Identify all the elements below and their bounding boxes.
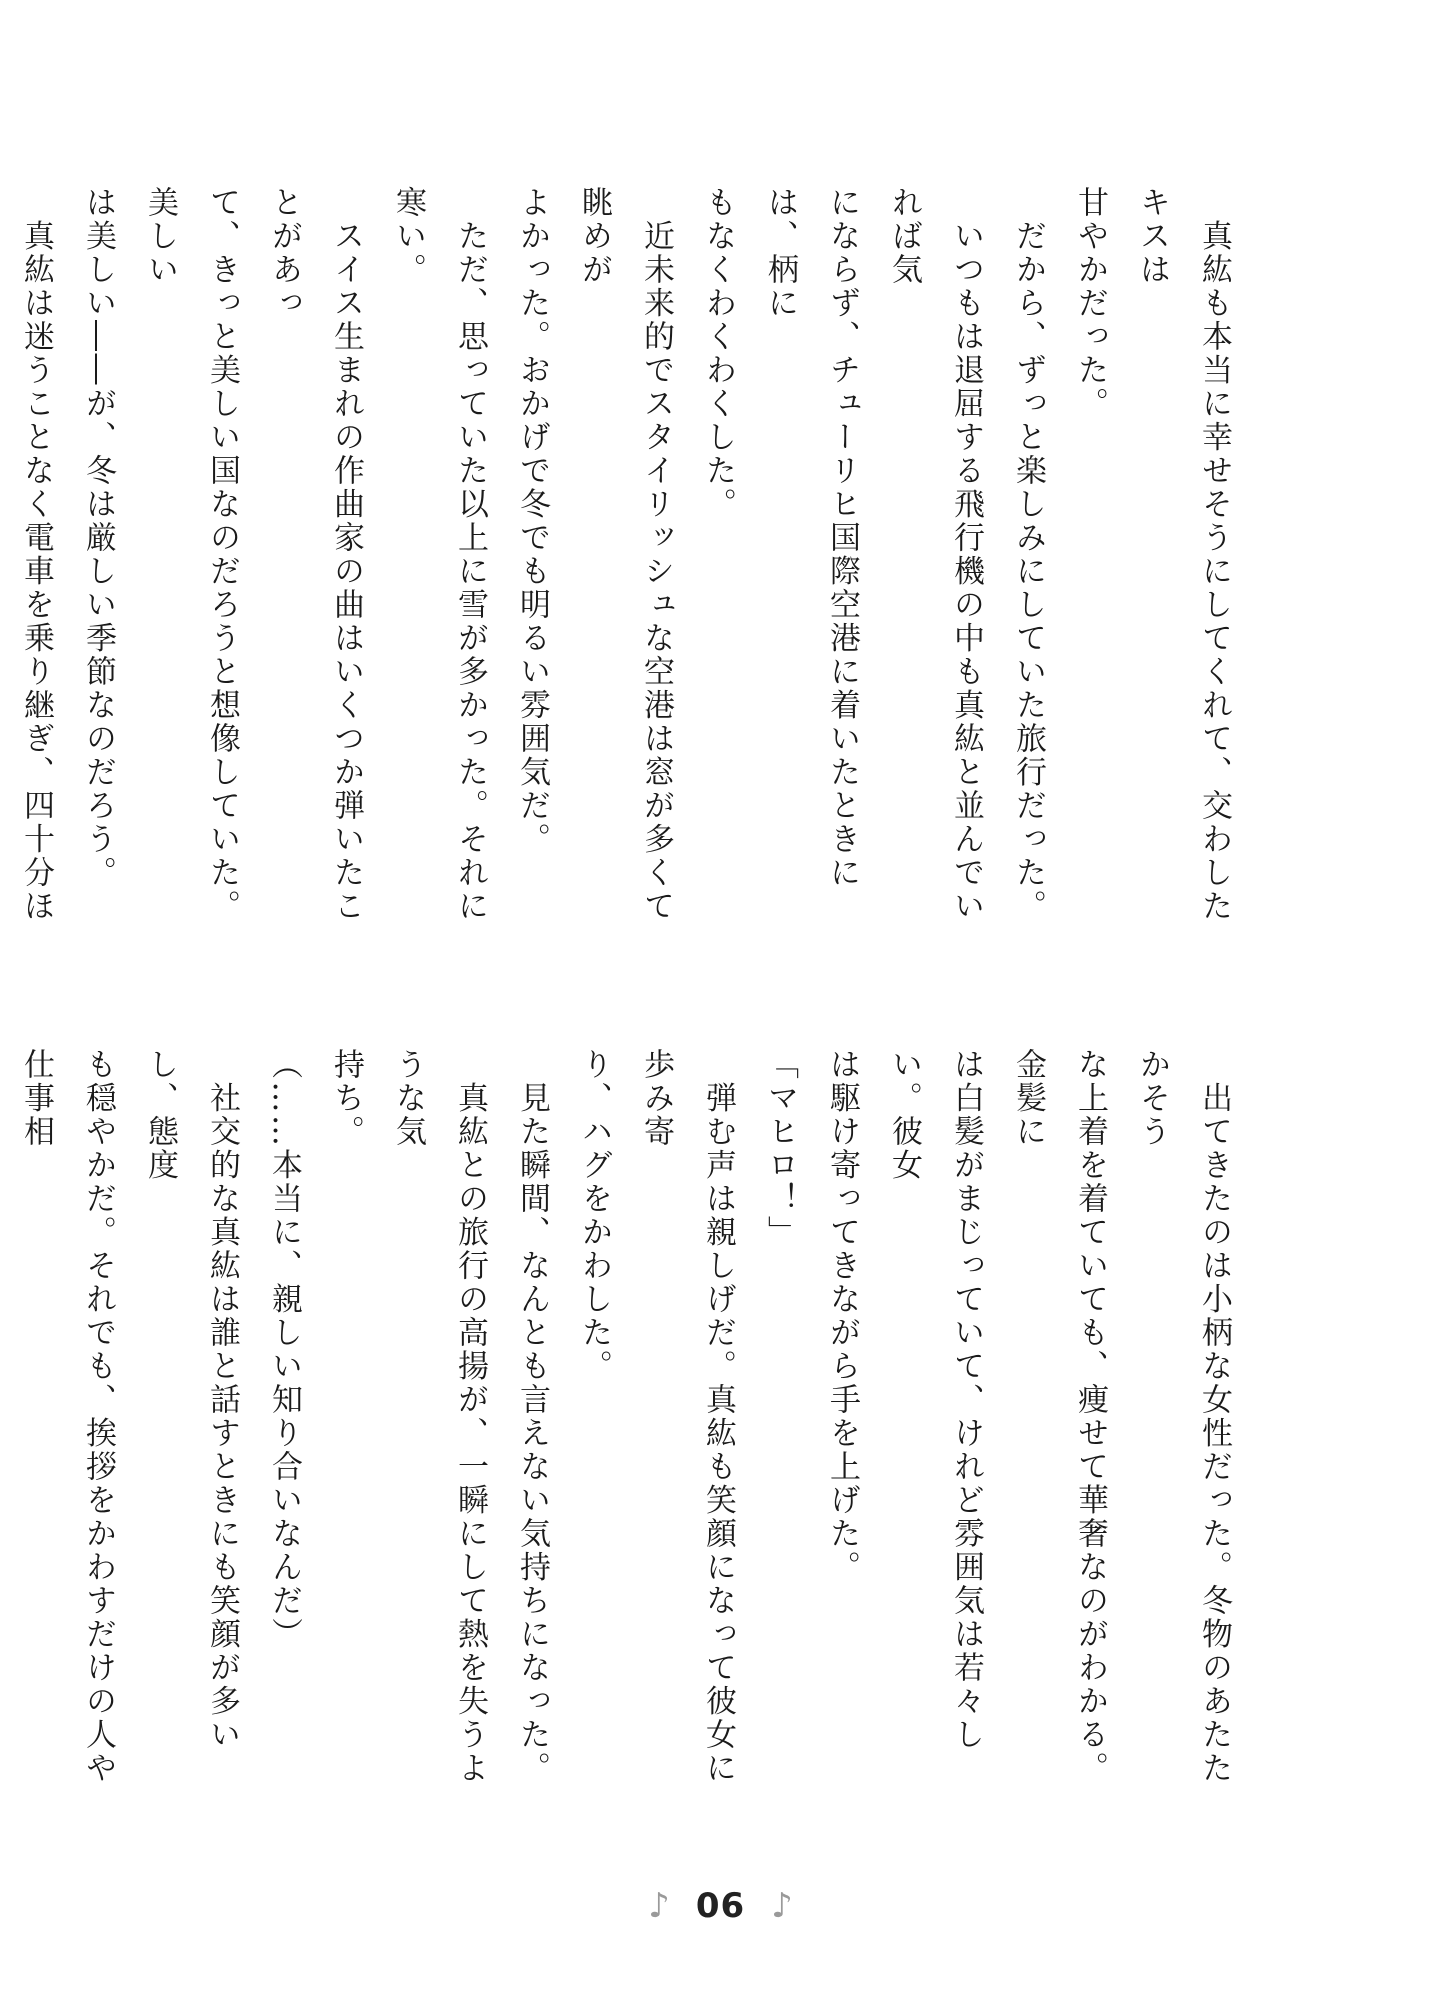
text-line: り、ハグをかわした。: [576, 1048, 612, 1383]
text-line: 真紘も本当に幸せそうにしてくれて、交わしたキスは: [1134, 186, 1232, 923]
text-line: な上着を着ていても、痩せて華奢なのがわかる。金髪に: [1010, 1048, 1108, 1785]
text-line: は駆け寄ってきながら手を上げた。: [824, 1048, 860, 1584]
text-line: 見た瞬間、なんとも言えない気持ちになった。: [514, 1048, 550, 1785]
text-line: て、きっと美しい国なのだろうと想像していた。美しい: [142, 186, 240, 923]
text-line: にならず、チューリヒ国際空港に着いたときには、柄に: [762, 186, 860, 890]
upper-text-block: [0, 186, 1245, 926]
text-line: 「マヒロ！」: [762, 1048, 798, 1249]
music-note-icon: ♪: [771, 1886, 793, 1926]
text-line: （……本当に、親しい知り合いなんだ）: [266, 1048, 302, 1651]
text-line: 甘やかだった。: [1072, 186, 1108, 421]
text-line: [0, 1048, 5, 1788]
music-note-icon: ♪: [648, 1886, 670, 1926]
text-line: 近未来的でスタイリッシュな空港は窓が多くて眺めが: [576, 186, 674, 923]
text-line: いつもは退屈する飛行機の中も真紘と並んでいれば気: [886, 186, 984, 923]
text-line: は美しい――が、冬は厳しい季節なのだろう。: [80, 186, 116, 890]
text-line: 持ち。: [328, 1048, 364, 1149]
text-line: 弾む声は親しげだ。真紘も笑顔になって彼女に歩み寄: [638, 1048, 736, 1785]
text-line: ただ、思っていた以上に雪が多かった。それに寒い。: [390, 186, 488, 923]
text-line: もなくわくわくした。: [700, 186, 736, 521]
text-line: よかった。おかげで冬でも明るい雰囲気だ。: [514, 186, 550, 856]
text-line: 社交的な真紘は誰と話すときにも笑顔が多いし、態度: [142, 1048, 240, 1752]
text-line: だから、ずっと楽しみにしていた旅行だった。: [1010, 186, 1046, 923]
text-line: 真紘は迷うことなく電車を乗り継ぎ、四十分ほ: [18, 219, 54, 923]
text-line: スイス生まれの作曲家の曲はいくつか弾いたことがあっ: [266, 186, 364, 923]
page-footer: [0, 1876, 1441, 1936]
text-line: は白髪がまじっていて、けれど雰囲気は若々しい。彼女: [886, 1048, 984, 1752]
page-number: 06: [695, 1886, 746, 1926]
text-line: 出てきたのは小柄な女性だった。冬物のあたたかそう: [1134, 1048, 1232, 1785]
lower-text-block: [0, 1048, 1245, 1788]
text-line: 真紘との旅行の高揚が、一瞬にして熱を失うような気: [390, 1048, 488, 1785]
text-line: も穏やかだ。それでも、挨拶をかわすだけの人や仕事相: [18, 1048, 116, 1785]
